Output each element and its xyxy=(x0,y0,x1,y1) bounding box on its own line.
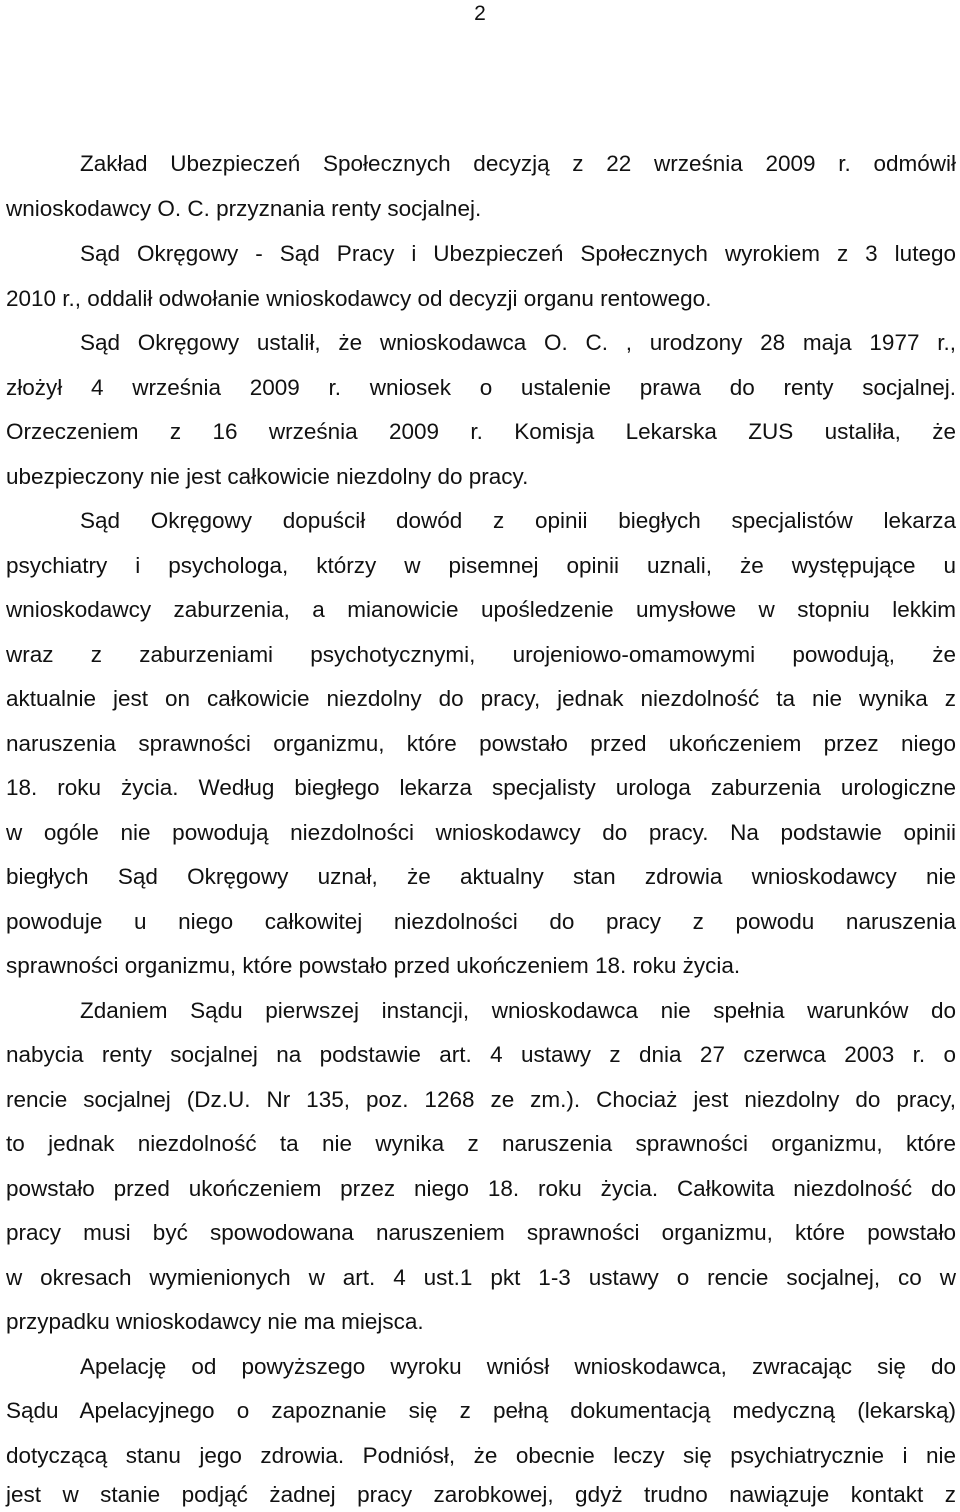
text-line: rencie socjalnej (Dz.U. Nr 135, poz. 1268 ze zm.). Chociaż jest niezdolny do pracy, xyxy=(6,1087,956,1112)
text-line: Sądu Apelacyjnego o zapoznanie się z pełną dokumentacją medyczną (lekarską) xyxy=(6,1398,956,1423)
text-line: w okresach wymienionych w art. 4 ust.1 pkt 1-3 ustawy o rencie socjalnej, co w xyxy=(6,1265,956,1290)
text-line: powstało przed ukończeniem przez niego 18. roku życia. Całkowita niezdolność do xyxy=(6,1176,956,1201)
text-line: Zakład Ubezpieczeń Społecznych decyzją z 22 września 2009 r. odmówił xyxy=(80,151,956,176)
text-line: Sąd Okręgowy dopuścił dowód z opinii biegłych specjalistów lekarza xyxy=(80,508,956,533)
text-line: aktualnie jest on całkowicie niezdolny do pracy, jednak niezdolność ta nie wynika z xyxy=(6,686,956,711)
text-line: Orzeczeniem z 16 września 2009 r. Komisja Lekarska ZUS ustaliła, że xyxy=(6,419,956,444)
text-line: przypadku wnioskodawcy nie ma miejsca. xyxy=(6,1309,424,1334)
text-line: sprawności organizmu, które powstało przed ukończeniem 18. roku życia. xyxy=(6,953,741,978)
text-line: naruszenia sprawności organizmu, które powstało przed ukończeniem przez niego xyxy=(6,731,956,756)
text-line: ubezpieczony nie jest całkowicie niezdolny do pracy. xyxy=(6,464,529,489)
text-line: jest w stanie podjąć żadnej pracy zarobkowej, gdyż trudno nawiązuje kontakt z xyxy=(6,1482,956,1507)
text-line: powoduje u niego całkowitej niezdolności do pracy z powodu naruszenia xyxy=(6,909,956,934)
text-line: wraz z zaburzeniami psychotycznymi, urojeniowo-omamowymi powodują, że xyxy=(6,642,956,667)
text-line: wnioskodawcy zaburzenia, a mianowicie upośledzenie umysłowe w stopniu lekkim xyxy=(6,597,956,622)
text-line: biegłych Sąd Okręgowy uznał, że aktualny stan zdrowia wnioskodawcy nie xyxy=(6,864,956,889)
text-line: 18. roku życia. Według biegłego lekarza specjalisty urologa zaburzenia urologiczne xyxy=(6,775,956,800)
text-line: Sąd Okręgowy ustalił, że wnioskodawca O. C. , urodzony 28 maja 1977 r., xyxy=(80,330,956,355)
text-line: Sąd Okręgowy - Sąd Pracy i Ubezpieczeń Społecznych wyrokiem z 3 lutego xyxy=(80,241,956,266)
text-line: dotyczącą stanu jego zdrowia. Podniósł, że obecnie leczy się psychiatrycznie i nie xyxy=(6,1443,956,1468)
text-line: 2010 r., oddalił odwołanie wnioskodawcy od decyzji organu rentowego. xyxy=(6,286,712,311)
text-line: nabycia renty socjalnej na podstawie art. 4 ustawy z dnia 27 czerwca 2003 r. o xyxy=(6,1042,956,1067)
page-number: 2 xyxy=(474,2,486,25)
text-line: złożył 4 września 2009 r. wniosek o ustalenie prawa do renty socjalnej. xyxy=(6,375,956,400)
text-line: to jednak niezdolność ta nie wynika z naruszenia sprawności organizmu, które xyxy=(6,1131,956,1156)
text-line: Zdaniem Sądu pierwszej instancji, wnioskodawca nie spełnia warunków do xyxy=(80,998,956,1023)
text-line: psychiatry i psychologa, którzy w pisemnej opinii uznali, że występujące u xyxy=(6,553,956,578)
text-line: w ogóle nie powodują niezdolności wnioskodawcy do pracy. Na podstawie opinii xyxy=(6,820,956,845)
text-line: Apelację od powyższego wyroku wniósł wnioskodawca, zwracając się do xyxy=(80,1354,956,1379)
text-line: pracy musi być spowodowana naruszeniem sprawności organizmu, które powstało xyxy=(6,1220,956,1245)
text-line: wnioskodawcy O. C. przyznania renty socjalnej. xyxy=(6,196,482,221)
